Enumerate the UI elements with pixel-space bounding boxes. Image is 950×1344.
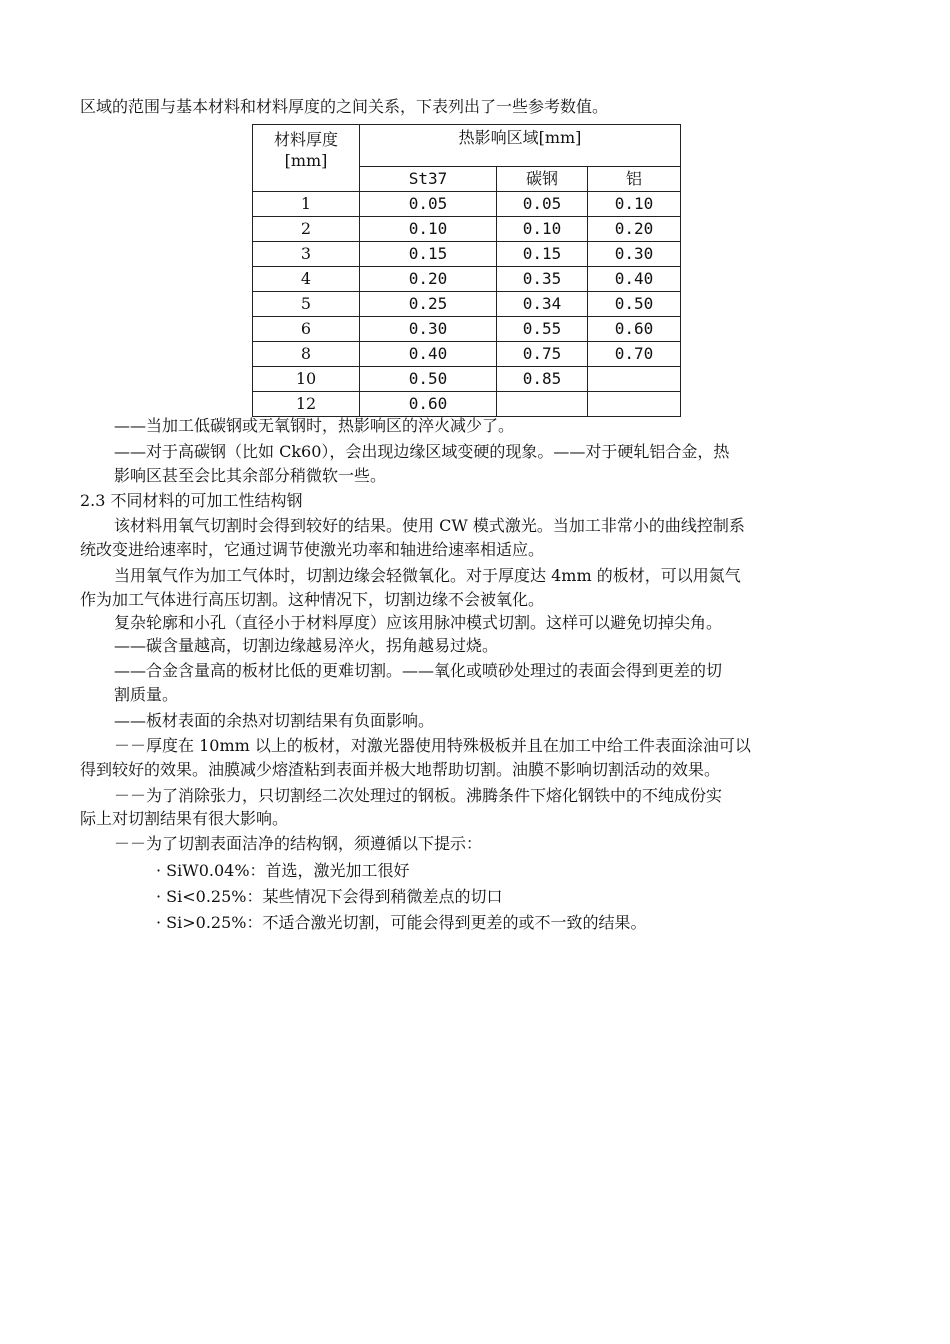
paragraph-alloy-content-cont: 割质量。 [114, 685, 179, 704]
cell-thickness: 6 [253, 317, 360, 342]
cell-carbon-steel: 0.15 [497, 242, 588, 267]
paragraph-high-carbon-cont: 影响区甚至会比其余部分稍微软一些。 [114, 466, 387, 485]
header-heat-affected-zone: 热影响区域[mm] [360, 125, 681, 167]
header-thickness-unit: [mm] [284, 151, 328, 170]
cell-st37: 0.30 [360, 317, 497, 342]
cell-aluminum: 0.60 [588, 317, 681, 342]
cell-carbon-steel: 0.55 [497, 317, 588, 342]
paragraph-oxygen-cutting-cont: 统改变进给速率时，它通过调节使激光功率和轴进给速率相适应。 [80, 540, 545, 559]
table-row [253, 392, 681, 417]
cell-st37: 0.20 [360, 267, 497, 292]
paragraph-stress-relief-cont: 际上对切割结果有很大影响。 [80, 809, 289, 828]
bullet-si-first: · SiW0.04%：首选，激光加工很好 [156, 861, 410, 880]
cell-thickness: 12 [253, 392, 360, 417]
cell-thickness: 3 [253, 242, 360, 267]
table-row [253, 242, 681, 267]
header-aluminum: 铝 [588, 166, 681, 191]
paragraph-pulse-mode: 复杂轮廓和小孔（直径小于材料厚度）应该用脉冲模式切割。这样可以避免切掉尖角。 [114, 613, 723, 632]
table-row [253, 342, 681, 367]
paragraph-process-gas: 当用氧气作为加工气体时，切割边缘会轻微氧化。对于厚度达 4mm 的板材，可以用氮气 [114, 566, 741, 585]
paragraph-process-gas-cont: 作为加工气体进行高压切割。这种情况下，切割边缘不会被氧化。 [80, 590, 545, 609]
cell-thickness: 10 [253, 367, 360, 392]
paragraph-thick-plates: －－厚度在 10mm 以上的板材，对激光器使用特殊极板并且在加工中给工件表面涂油可以 [114, 736, 751, 755]
header-material-thickness [253, 125, 360, 192]
intro-text: 区域的范围与基本材料和材料厚度的之间关系，下表列出了一些参考数值。 [80, 97, 609, 116]
paragraph-low-carbon: ——当加工低碳钢或无氧钢时，热影响区的淬火减少了。 [114, 416, 515, 435]
cell-st37: 0.40 [360, 342, 497, 367]
cell-st37: 0.60 [360, 392, 497, 417]
cell-aluminum: 0.30 [588, 242, 681, 267]
cell-thickness: 1 [253, 192, 360, 217]
bullet-si-third: · Si>0.25%：不适合激光切割，可能会得到更差的或不一致的结果。 [156, 913, 647, 932]
cell-thickness: 8 [253, 342, 360, 367]
cell-carbon-steel: 0.35 [497, 267, 588, 292]
paragraph-residual-heat: ——板材表面的余热对切割结果有负面影响。 [114, 711, 435, 730]
table-row [253, 367, 681, 392]
header-thickness-label: 材料厚度 [273, 130, 338, 149]
cell-thickness: 5 [253, 292, 360, 317]
header-carbon-steel: 碳钢 [497, 166, 588, 191]
data-table [252, 124, 681, 417]
header-st37: St37 [360, 166, 497, 191]
cell-aluminum: 0.70 [588, 342, 681, 367]
cell-st37: 0.50 [360, 367, 497, 392]
section-heading: 2.3 不同材料的可加工性结构钢 [80, 491, 303, 510]
paragraph-alloy-content: ——合金含量高的板材比低的更难切割。——氧化或喷砂处理过的表面会得到更差的切 [114, 661, 723, 680]
table-row [253, 317, 681, 342]
cell-carbon-steel [497, 392, 588, 417]
table-row [253, 292, 681, 317]
cell-aluminum: 0.50 [588, 292, 681, 317]
table-row [253, 192, 681, 217]
paragraph-high-carbon: ——对于高碳钢（比如 Ck60），会出现边缘区域变硬的现象。——对于硬轧铝合金，热 [114, 442, 730, 461]
bullet-si-second: · Si<0.25%：某些情况下会得到稍微差点的切口 [156, 887, 503, 906]
cell-st37: 0.25 [360, 292, 497, 317]
paragraph-stress-relief: －－为了消除张力，只切割经二次处理过的钢板。沸腾条件下熔化钢铁中的不纯成份实 [114, 786, 723, 805]
cell-thickness: 2 [253, 217, 360, 242]
table-row [253, 267, 681, 292]
cell-aluminum [588, 392, 681, 417]
paragraph-oxygen-cutting: 该材料用氧气切割时会得到较好的结果。使用 CW 模式激光。当加工非常小的曲线控制系 [114, 516, 745, 535]
cell-carbon-steel: 0.34 [497, 292, 588, 317]
paragraph-clean-surface: －－为了切割表面洁净的结构钢，须遵循以下提示： [114, 834, 483, 853]
cell-st37: 0.05 [360, 192, 497, 217]
cell-carbon-steel: 0.05 [497, 192, 588, 217]
cell-aluminum: 0.40 [588, 267, 681, 292]
cell-aluminum [588, 367, 681, 392]
paragraph-carbon-content: ——碳含量越高，切割边缘越易淬火，拐角越易过烧。 [114, 636, 499, 655]
paragraph-thick-plates-cont: 得到较好的效果。油膜减少熔渣粘到表面并极大地帮助切割。油膜不影响切割活动的效果。 [80, 760, 721, 779]
cell-aluminum: 0.20 [588, 217, 681, 242]
cell-st37: 0.10 [360, 217, 497, 242]
cell-thickness: 4 [253, 267, 360, 292]
heat-affected-zone-table [252, 124, 681, 417]
cell-carbon-steel: 0.10 [497, 217, 588, 242]
table-row [253, 217, 681, 242]
cell-st37: 0.15 [360, 242, 497, 267]
cell-aluminum: 0.10 [588, 192, 681, 217]
cell-carbon-steel: 0.85 [497, 367, 588, 392]
cell-carbon-steel: 0.75 [497, 342, 588, 367]
